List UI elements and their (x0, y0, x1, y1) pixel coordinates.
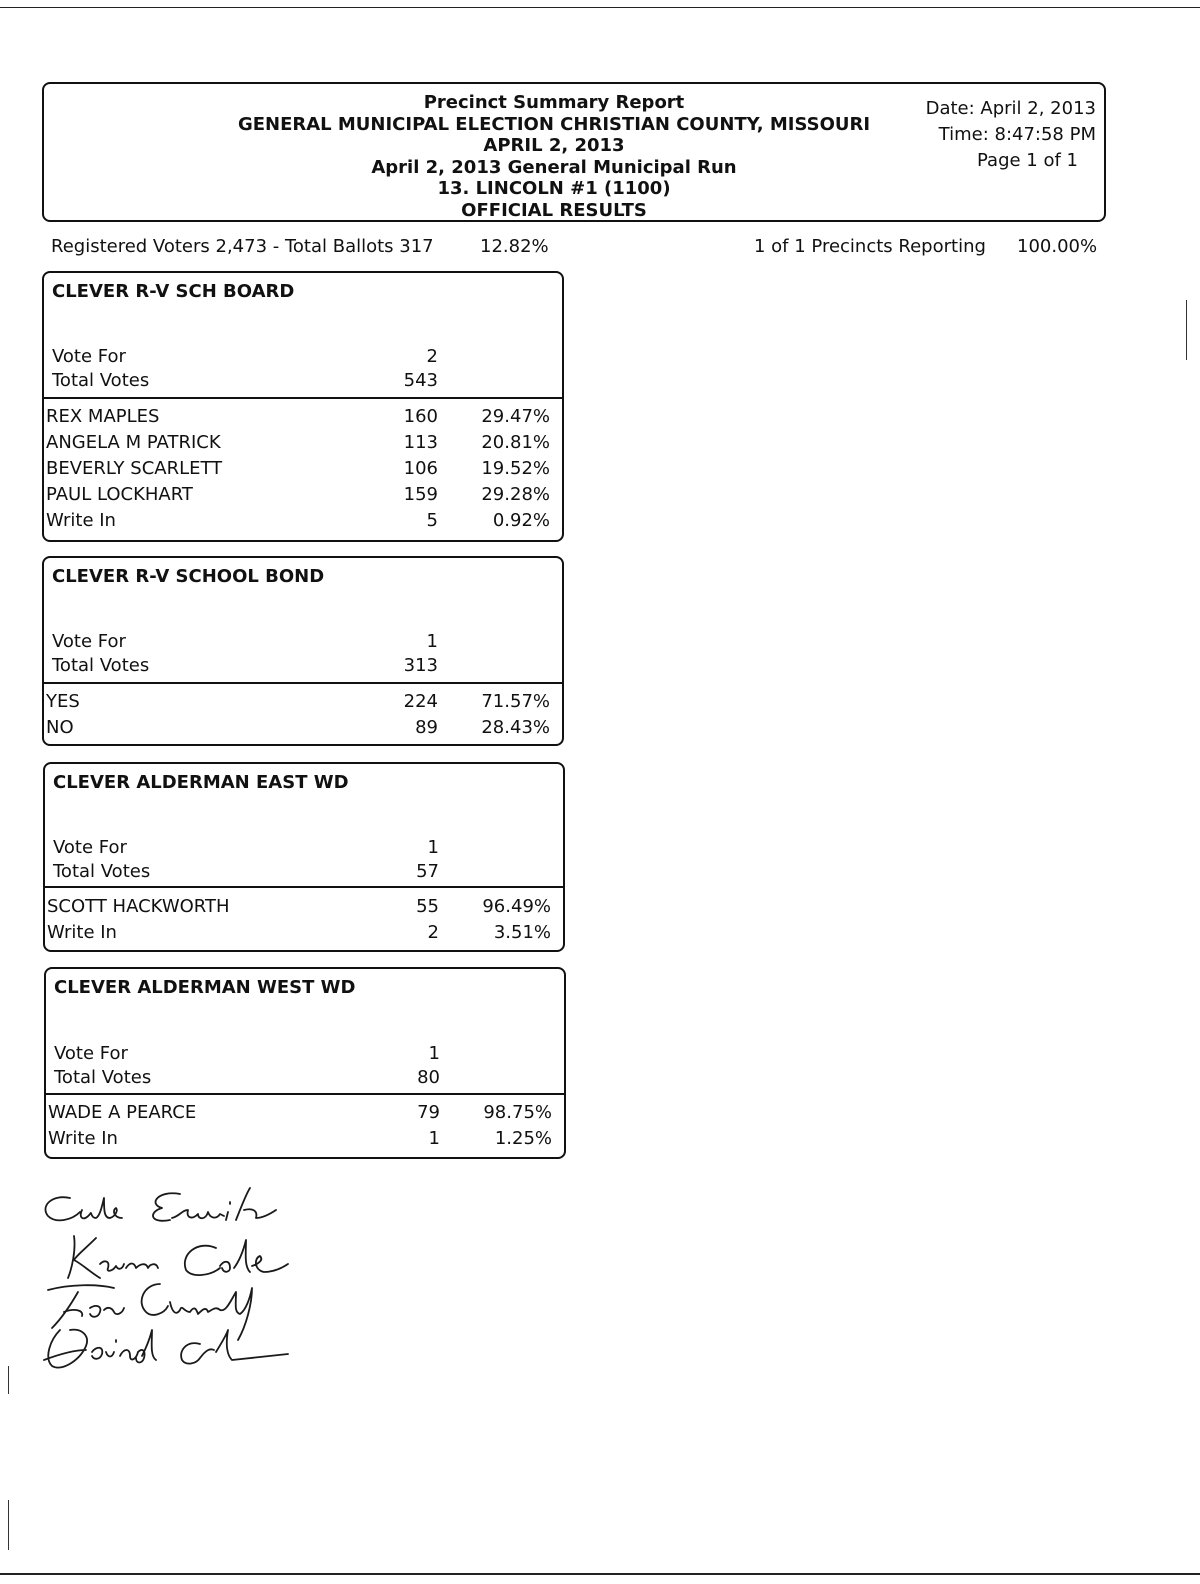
contest-box-alderman-west (44, 967, 566, 1159)
candidate-name: Write In (47, 922, 117, 943)
candidate-name: REX MAPLES (46, 406, 160, 427)
candidate-votes: 159 (403, 484, 438, 505)
candidate-percent: 71.57% (481, 691, 550, 712)
report-header (42, 82, 1106, 222)
candidate-row (44, 458, 562, 482)
vote-for-label: Vote For (52, 631, 126, 652)
vote-for-row (45, 837, 563, 861)
candidate-percent: 29.28% (481, 484, 550, 505)
contest-divider (46, 1093, 564, 1095)
vote-for-label: Vote For (52, 346, 126, 367)
candidate-row (44, 432, 562, 456)
total-votes-value: 543 (403, 370, 438, 391)
candidate-votes: 79 (417, 1102, 440, 1123)
total-votes-row (44, 370, 562, 394)
report-title: Precinct Summary Report (423, 92, 685, 113)
total-votes-value: 57 (416, 861, 439, 882)
candidate-votes: 55 (416, 896, 439, 917)
candidate-name: SCOTT HACKWORTH (47, 896, 230, 917)
candidate-votes: 89 (415, 717, 438, 738)
scan-edge-mark (8, 1366, 9, 1394)
candidate-name: Write In (48, 1128, 118, 1149)
contest-title: CLEVER ALDERMAN WEST WD (54, 977, 356, 998)
candidate-percent: 28.43% (481, 717, 550, 738)
total-votes-label: Total Votes (53, 861, 151, 882)
election-date: APRIL 2, 2013 (483, 135, 625, 156)
election-name: GENERAL MUNICIPAL ELECTION CHRISTIAN COUNTY, MISSOURI (237, 113, 871, 135)
results-status: OFFICIAL RESULTS (461, 199, 647, 221)
candidate-percent: 98.75% (483, 1102, 552, 1123)
candidate-percent: 1.25% (494, 1128, 552, 1149)
candidate-name: YES (46, 691, 80, 712)
vote-for-label: Vote For (53, 837, 127, 858)
total-votes-value: 313 (403, 655, 438, 676)
candidate-name: Write In (46, 510, 116, 531)
total-votes-label: Total Votes (52, 370, 150, 391)
run-name: April 2, 2013 General Municipal Run (371, 156, 737, 178)
bottom-scan-rule (0, 1573, 1200, 1575)
candidate-percent: 3.51% (493, 922, 551, 943)
contest-title: CLEVER ALDERMAN EAST WD (53, 772, 349, 793)
candidate-percent: 20.81% (481, 432, 550, 453)
candidate-votes: 5 (426, 510, 438, 531)
candidate-row (44, 691, 562, 715)
contest-divider (44, 397, 562, 399)
candidate-name: NO (46, 717, 74, 738)
candidate-name: PAUL LOCKHART (46, 484, 193, 505)
total-votes-label: Total Votes (54, 1067, 152, 1088)
candidate-name: ANGELA M PATRICK (46, 432, 221, 453)
candidate-percent: 0.92% (492, 510, 550, 531)
candidate-votes: 113 (403, 432, 438, 453)
contest-title: CLEVER R-V SCH BOARD (52, 281, 295, 302)
registered-voters-summary: Registered Voters 2,473 - Total Ballots 317 (51, 236, 434, 257)
total-votes-row (44, 655, 562, 679)
candidate-votes: 224 (403, 691, 438, 712)
precincts-reporting-percent: 100.00% (1017, 236, 1098, 257)
vote-for-row (46, 1043, 564, 1067)
scan-edge-mark (8, 1500, 9, 1550)
candidate-percent: 96.49% (482, 896, 551, 917)
candidate-row (46, 1128, 564, 1152)
candidate-votes: 106 (403, 458, 438, 479)
candidate-row (44, 406, 562, 430)
signature-3 (48, 1284, 252, 1340)
signature-4 (44, 1330, 288, 1368)
header-meta (876, 96, 1096, 174)
scan-edge-mark (1186, 300, 1187, 360)
candidate-row (44, 510, 562, 534)
vote-for-label: Vote For (54, 1043, 128, 1064)
total-votes-row (45, 861, 563, 885)
contest-box-alderman-east (43, 762, 565, 952)
candidate-percent: 19.52% (481, 458, 550, 479)
precinct-name: 13. LINCOLN #1 (1100) (437, 178, 671, 199)
candidate-percent: 29.47% (481, 406, 550, 427)
vote-for-value: 1 (426, 631, 438, 652)
candidate-votes: 160 (403, 406, 438, 427)
vote-for-value: 1 (428, 1043, 440, 1064)
total-votes-row (46, 1067, 564, 1091)
vote-for-value: 2 (426, 346, 438, 367)
contest-box-sch-board (42, 271, 564, 542)
vote-for-row (44, 346, 562, 370)
candidate-name: WADE A PEARCE (48, 1102, 197, 1123)
signature-1 (45, 1188, 276, 1221)
candidate-row (44, 484, 562, 508)
contest-divider (44, 682, 562, 684)
contest-box-school-bond (42, 556, 564, 746)
candidate-row (44, 717, 562, 741)
contest-divider (45, 886, 563, 888)
top-scan-rule (0, 7, 1200, 8)
total-votes-value: 80 (417, 1067, 440, 1088)
signature-2 (68, 1236, 288, 1278)
signature-block (30, 1180, 370, 1390)
total-votes-label: Total Votes (52, 655, 150, 676)
candidate-name: BEVERLY SCARLETT (46, 458, 223, 479)
turnout-percent: 12.82% (480, 236, 549, 257)
candidate-votes: 2 (427, 922, 439, 943)
report-date: Date: April 2, 2013 (925, 98, 1096, 119)
precincts-reporting: 1 of 1 Precincts Reporting (754, 236, 986, 257)
header-center-block (164, 92, 944, 221)
candidate-row (45, 896, 563, 920)
contest-title: CLEVER R-V SCHOOL BOND (52, 566, 325, 587)
candidate-row (46, 1102, 564, 1126)
candidate-votes: 1 (428, 1128, 440, 1149)
candidate-row (45, 922, 563, 946)
vote-for-row (44, 631, 562, 655)
report-time: Time: 8:47:58 PM (938, 124, 1096, 145)
page-number: Page 1 of 1 (977, 150, 1078, 171)
vote-for-value: 1 (427, 837, 439, 858)
